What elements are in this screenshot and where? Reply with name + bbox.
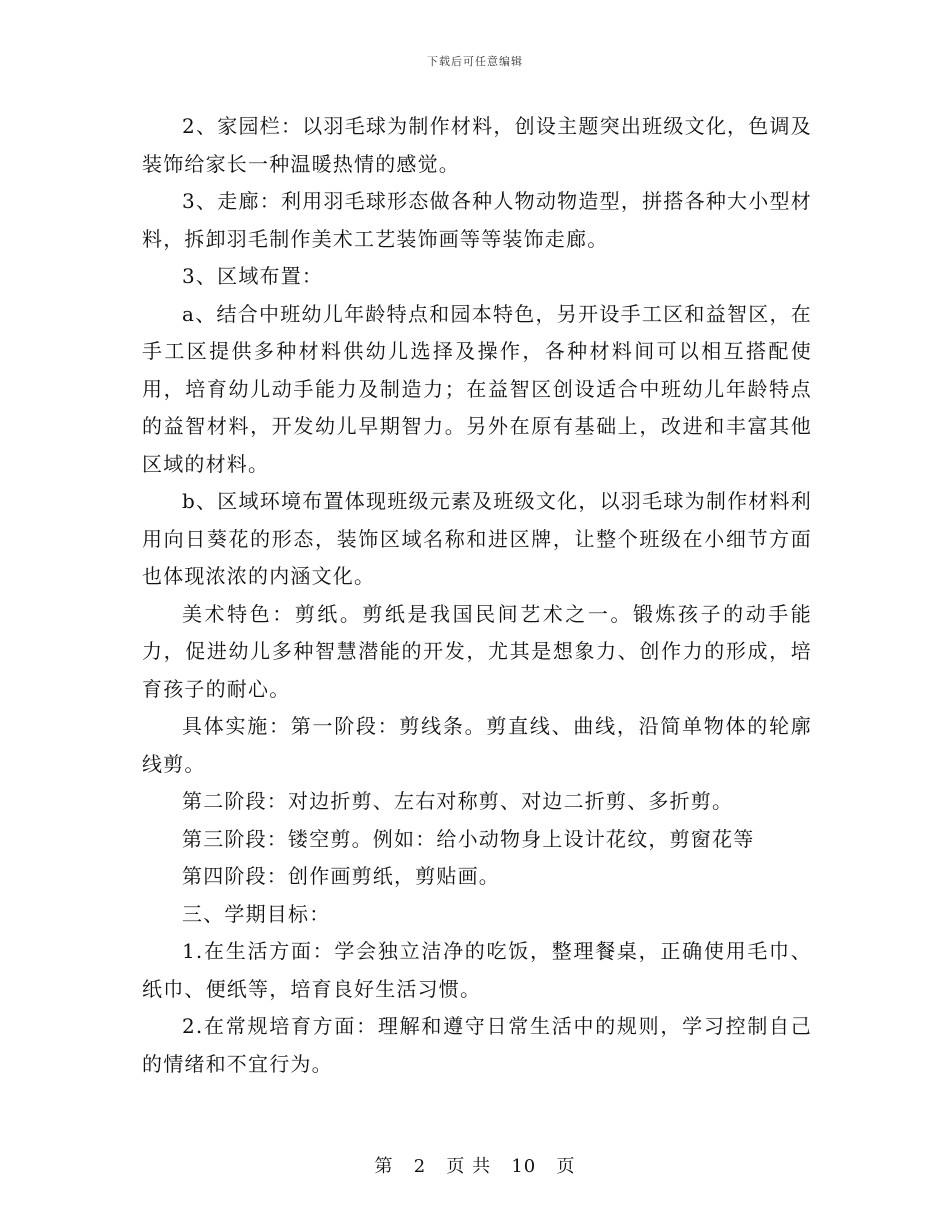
footer-prefix: 第 [374,1156,394,1177]
paragraph-area-b: b、区域环境布置体现班级元素及班级文化，以羽毛球为制作材料利用向日葵花的形态，装饰区域名称和进区牌，让整个班级在小细节方面也体现浓浓的内涵文化。 [142,489,812,588]
footer-suffix: 页 [556,1156,576,1177]
footer-total-pages: 10 [511,1156,537,1177]
paragraph-goal-routine: 2.在常规培育方面：理解和遵守日常生活中的规则，学习控制自己的情绪和不宜行为。 [142,1014,812,1076]
paragraph-semester-goals-heading: 三、学期目标： [182,901,331,926]
page-header: 下载后可任意编辑 [427,55,523,68]
paragraph-home-column: 2、家园栏：以羽毛球为制作材料，创设主题突出班级文化，色调及装饰给家长一种温暖热情的感觉。 [142,114,812,176]
paragraph-corridor: 3、走廊：利用羽毛球形态做各种人物动物造型，拼搭各种大小型材料，拆卸羽毛制作美术工艺装饰画等等装饰走廊。 [142,189,812,251]
footer-page-number: 2 [413,1156,427,1177]
paragraph-area-layout-heading: 3、区域布置： [182,264,324,288]
body-text [142,108,812,1083]
paragraph-goal-life: 1.在生活方面：学会独立洁净的吃饭，整理餐桌，正确使用毛巾、纸巾、便纸等，培育良好生活习惯。 [142,939,812,1001]
paragraph-art-feature: 美术特色：剪纸。剪纸是我国民间艺术之一。锻炼孩子的动手能力，促进幼儿多种智慧潜能的开发，尤其是想象力、创作力的形成，培育孩子的耐心。 [142,601,812,701]
page-footer [0,1152,950,1178]
paragraph-stage-four: 第四阶段：创作画剪纸，剪贴画。 [182,864,500,888]
paragraph-stage-three: 第三阶段：镂空剪。例如：给小动物身上设计花纹，剪窗花等 [182,826,755,851]
paragraph-stage-one: 具体实施：第一阶段：剪线条。剪直线、曲线，沿简单物体的轮廓线剪。 [142,714,812,776]
footer-middle: 页 共 [446,1156,492,1177]
paragraph-area-a: a、结合中班幼儿年龄特点和园本特色，另开设手工区和益智区，在手工区提供多种材料供幼儿选择及操作，各种材料间可以相互搭配使用，培育幼儿动手能力及制造力；在益智区创设适合中班幼儿年龄特点的益智材料，开发幼儿早期智力。另外在原有基础上，改进和丰富其他区域的材料。 [142,301,812,476]
paragraph-stage-two: 第二阶段：对边折剪、左右对称剪、对边二折剪、多折剪。 [182,789,734,813]
